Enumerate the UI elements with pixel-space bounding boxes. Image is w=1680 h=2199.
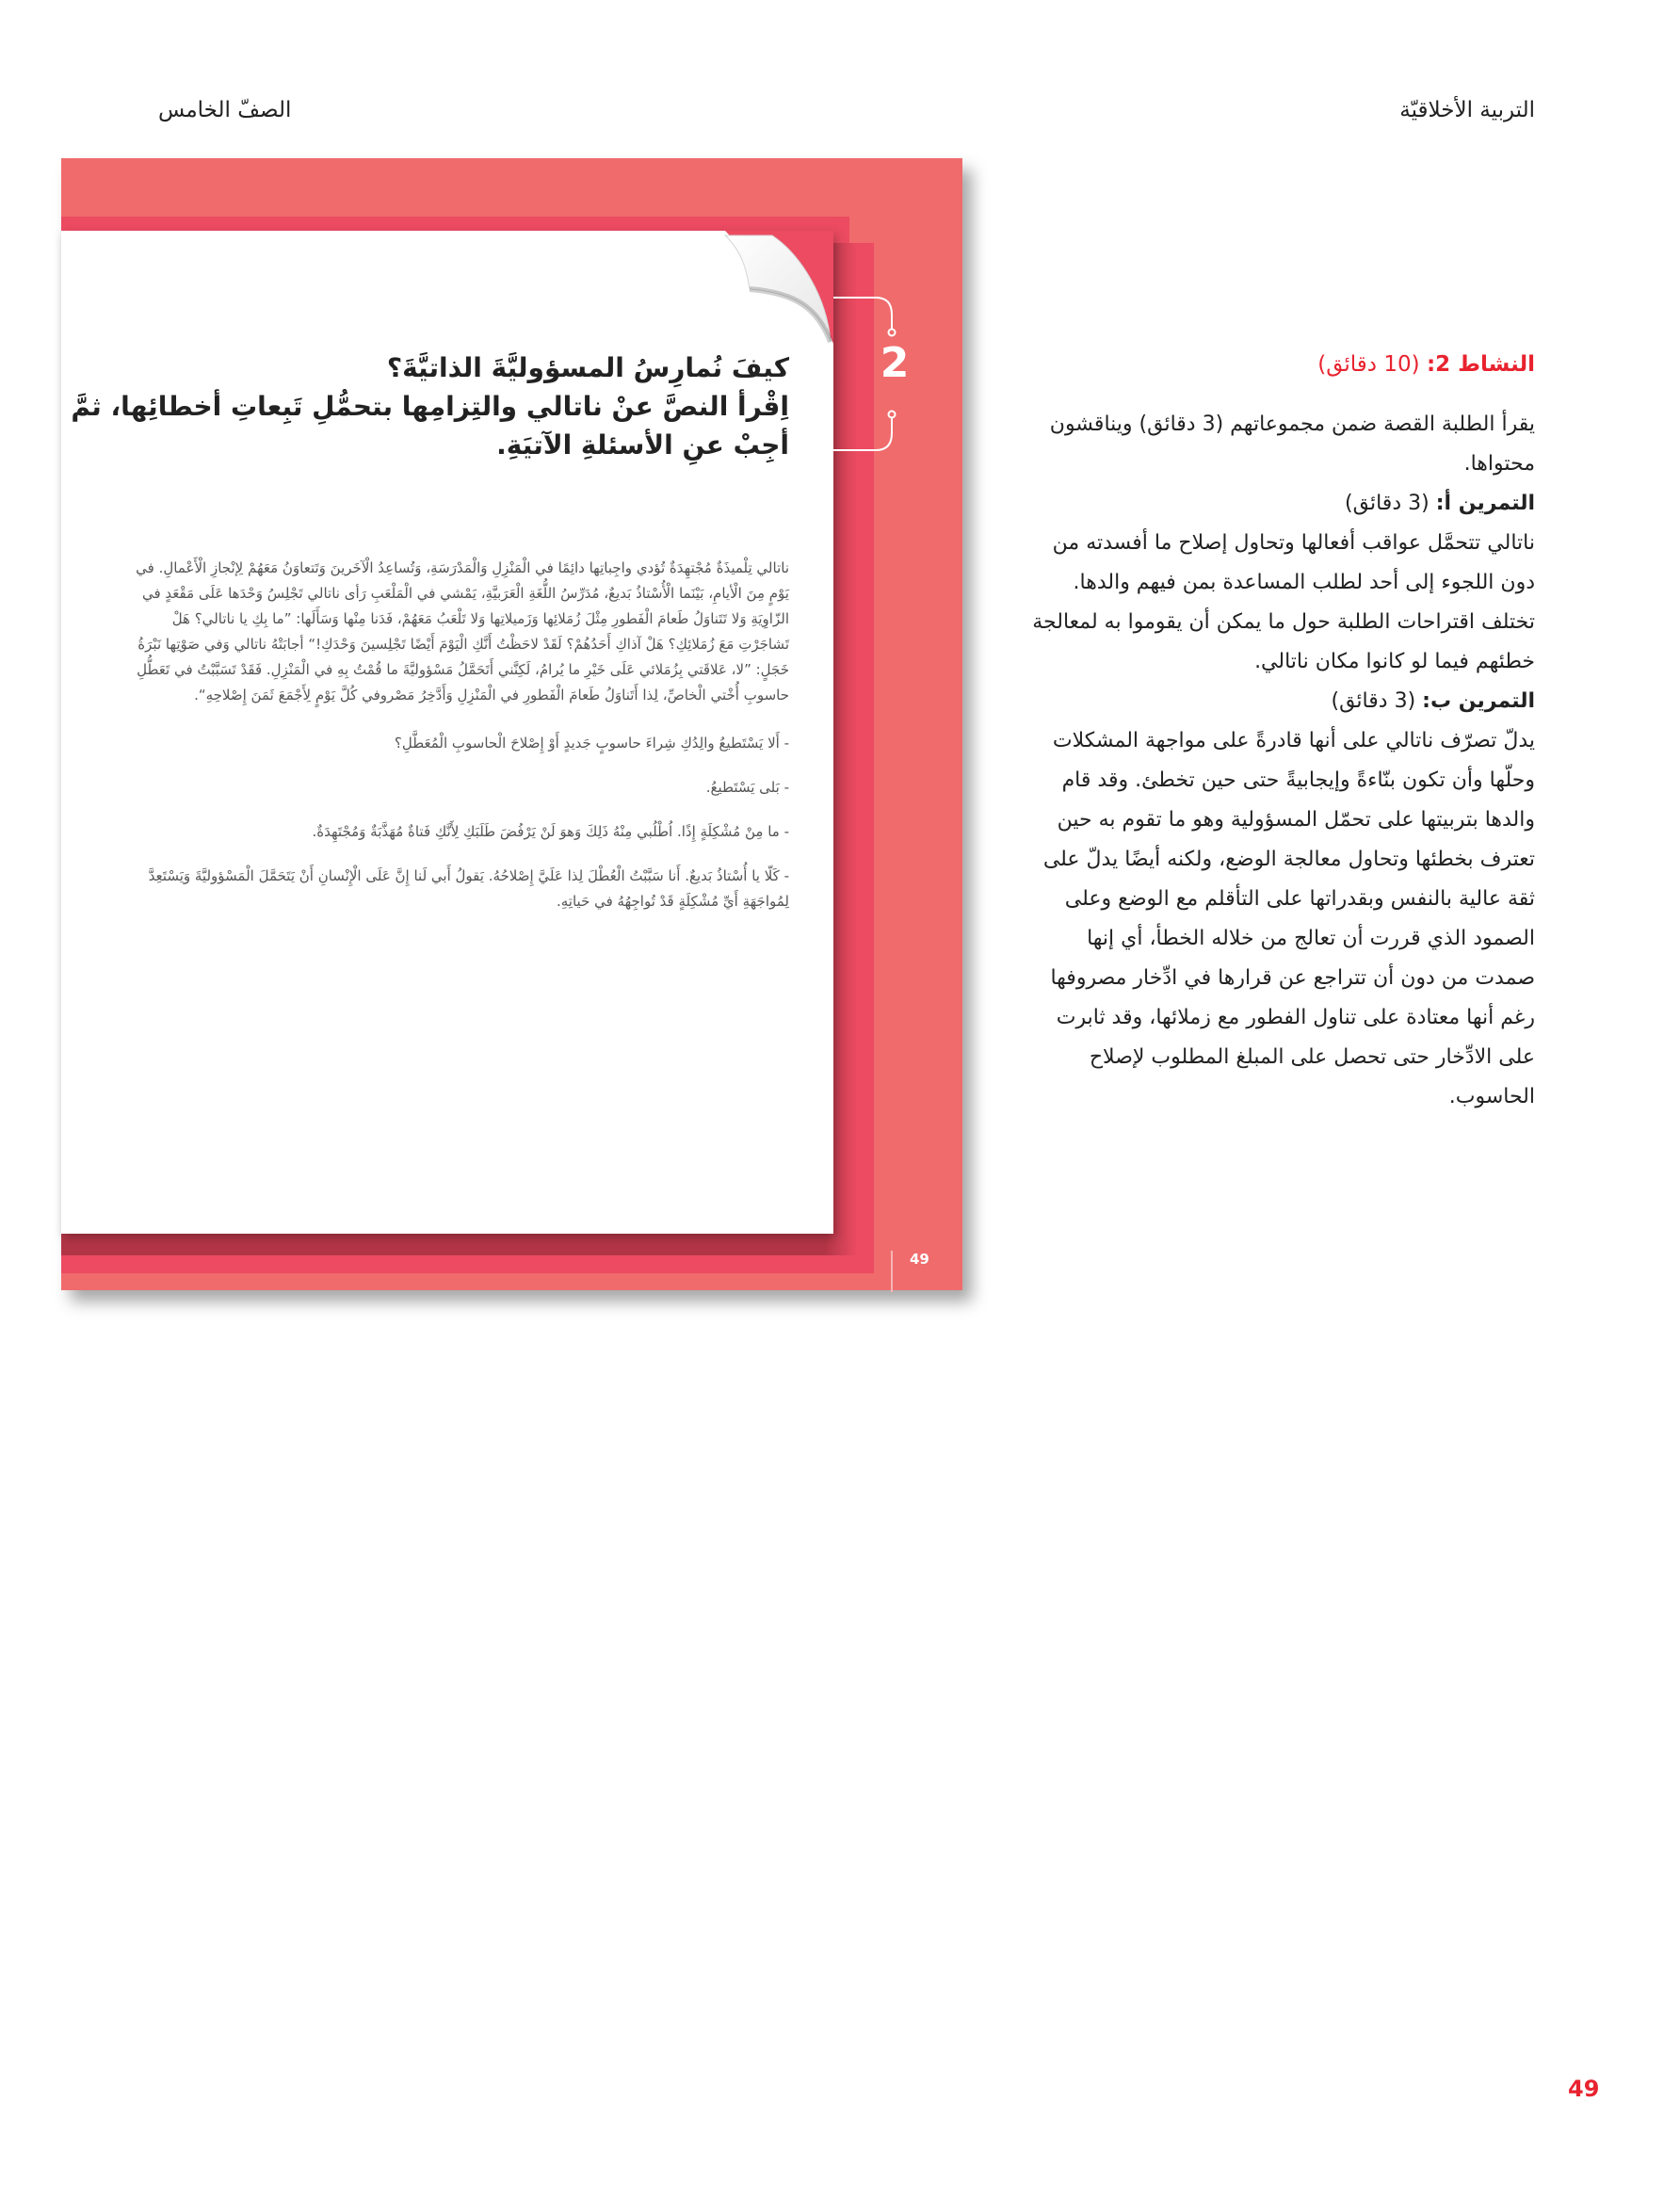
activity-label: النشاط 2: — [1426, 352, 1535, 377]
title-line: اِقْرأ النصَّ عنْ ناتالي والتِزامِها بتحمُّلِ تَبِعاتِ أخطائِها، ثمَّ — [71, 391, 789, 422]
subject-title: التربية الأخلاقيّة — [1399, 98, 1535, 122]
exercise-b-duration: (3 دقائق) — [1331, 689, 1416, 713]
activity-intro: يقرأ الطلبة القصة ضمن مجموعاتهم (3 دقائق) ويناقشون محتواها. — [1049, 412, 1535, 476]
dialogue-line: - أَلا يَسْتَطيعُ والِدُكِ شِراءَ حاسوبٍ جَديدٍ أَوْ إِصْلاحَ الْحاسوبِ الْمُعَطَّلِ؟ — [394, 735, 789, 752]
exercise-b-heading — [1022, 682, 1535, 721]
book-page-number: 49 — [910, 1251, 929, 1268]
activity-heading — [1022, 345, 1535, 384]
exercise-a-answer: تختلف اقتراحات الطلبة حول ما يمكن أن يقوموا به لمعالجة خطئهم فيما لو كانوا مكان ناتالي. — [1032, 610, 1535, 673]
exercise-a-answer: ناتالي تتحمَّل عواقب أفعالها وتحاول إصلاح ما أفسدته من دون اللجوء إلى أحد لطلب المساعدة بمن فيهم والدها. — [1052, 531, 1535, 594]
page-curl-icon — [716, 231, 833, 344]
title-line: كيفَ نُمارِسُ المسؤوليَّةَ الذاتيَّةَ؟ — [386, 352, 789, 383]
exercise-a-heading — [1022, 484, 1535, 524]
title-line: أجِبْ عنِ الأسئلةِ الآتيَةِ. — [496, 429, 789, 461]
page-number-divider — [891, 1251, 893, 1292]
story-text — [121, 556, 789, 933]
unit-number: 2 — [880, 339, 910, 387]
dialogue-line: - ما مِنْ مُشْكِلَةٍ إِذًا. اُطْلُبي مِنْهُ ذَلِكَ وَهوَ لَنْ يَرْفُضَ طَلَبَكِ لِأَنَّكِ فَتاةٌ مُهَذَّبَةٌ وَمُجْتَهِدَةٌ. — [312, 823, 789, 840]
page-number: 49 — [1568, 2076, 1600, 2102]
exercise-a-duration: (3 دقائق) — [1345, 492, 1430, 515]
dialogue-line: - بَلى يَسْتَطيعُ. — [705, 779, 789, 796]
exercise-b-answer: يدلّ تصرّف ناتالي على أنها قادرةً على مواجهة المشكلات وحلّها وأن تكون بنّاءةً وإيجابيةً حتى حين تخطئ. وقد قام والدها بتربيتها على تحمّل المسؤولية وهو ما تقوم به حين تعترف بخطئها وتحاول معالجة الوضع، ولكنه أيضًا يدلّ على ثقة عالية بالنفس وبقدراتها على التأقلم مع الوضع وعلى الصمود الذي قررت أن تعالج من خلاله الخطأ، أي إنها صمدت من دون أن تتراجع عن قرارها في ادِّخار مصروفها رغم أنها معتادة على تناول الفطور مع زملائها، وقد ثابرت على الادِّخار حتى تحصل على المبلغ المطلوب لإصلاح الحاسوب. — [1042, 729, 1535, 1108]
grade-label: الصفّ الخامس — [158, 98, 292, 122]
dialogue-line: - كَلّا يا أُسْتاذُ بَديعٌ. أَنا سَبَّبْتُ الْعُطْلَ لِذا عَلَيَّ إِصْلاحُهُ. يَقولُ أَبي لَنا إِنَّ عَلَى الْإِنْسانِ أَنْ يَتَحَمَّلَ الْمَسْؤوليَّةَ وَيَسْتَعِدَّ لِمُواجَهَةِ أَيِّ مُشْكِلَةٍ قَدْ تُواجِهُهُ في حَياتِهِ. — [148, 867, 789, 910]
exercise-a-label: التمرين أ: — [1435, 492, 1535, 515]
story-paragraph: ناتالي تِلْميذَةٌ مُجْتهِدَةٌ تُؤدي واجِباتِها دائِمًا في الْمَنْزِلِ وَالْمَدْرَسَةِ، وَتُساعِدُ الْآخَرينَ وَتَتعاوَنُ مَعَهُمْ لِإنْجازِ الْأَعْمالِ. في يَوْمٍ مِنَ الْأيامِ، بَيْنَما الْأُسْتاذُ بَديعٌ، مُدَرِّسُ اللُّغَةِ الْعَرَبيَّةِ، يَمْشي في الْمَلْعَبِ رَأى ناتالي تَجْلِسُ وَحْدَها عَلَى مَقْعَدٍ في الزّاوِيَةِ وَلا تَتَناوَلُ طَعامَ الْفَطورِ مِثْلَ زُمَلائِها وَزَميلاتِها وَلا تَلْعَبُ مَعَهُمْ، فَدَنا مِنْها وَسَأَلَها: ”ما بِكِ يا ناتالي؟ هَلْ تَشاجَرْتِ مَعَ زُمَلائِكِ؟ هَلْ آذاكِ أَحَدُهُمْ؟ لَقَدْ لاحَظْتُ أَنَّكِ الْيَوْمَ أَيْضًا تَجْلِسينَ وَحْدَكِ!“ أجابَتْهُ ناتالي وَفي صَوْتِها نَبْرَةُ خَجَلٍ: ”لا، عَلاقَتي بِزُمَلائي عَلَى خَيْرِ ما يُرامُ، لَكِنَّني أَتَحَمَّلُ مَسْؤوليَّةَ ما قُمْتُ بِهِ في الْمَنْزِلِ. فَقَدْ تَسَبَّبْتُ في تَعَطُّلِ حاسوبِ أُخْتي الْخاصِّ، لِذا أَتَناوَلُ طَعامَ الْفَطورِ في الْمَنْزِلِ وَأَدَّخِرُ مَصْروفي كُلَّ يَوْمٍ لِأَجْمَعَ ثَمَنَ إِصْلاحِهِ“. — [136, 559, 789, 703]
exercise-b-label: التمرين ب: — [1422, 689, 1535, 713]
lesson-title — [71, 348, 789, 464]
teacher-notes — [1022, 345, 1535, 1117]
activity-duration: (10 دقائق) — [1317, 352, 1420, 377]
